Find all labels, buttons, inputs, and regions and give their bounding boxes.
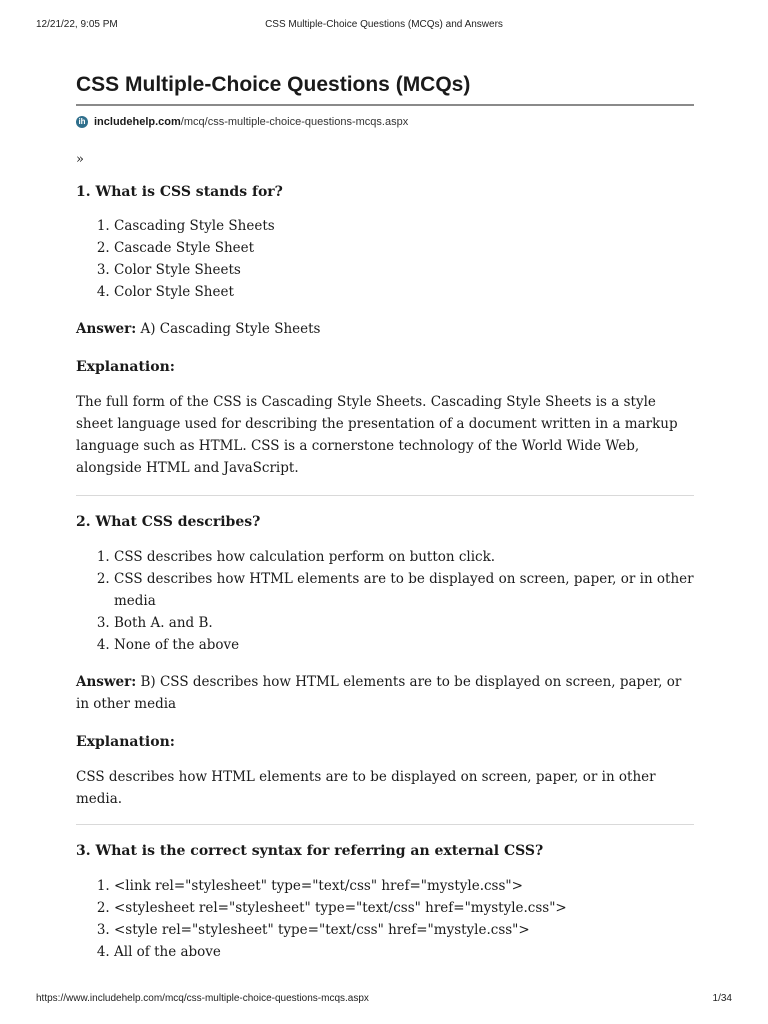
article: [76, 72, 694, 963]
answer-label: Answer:: [76, 321, 137, 337]
divider: [76, 824, 694, 825]
print-url: https://www.includehelp.com/mcq/css-multiple-choice-questions-mcqs.aspx: [36, 993, 369, 1004]
options-list: [76, 215, 694, 303]
question-text: 3. What is the correct syntax for referring an external CSS?: [76, 843, 544, 859]
page-number: 1/34: [712, 993, 732, 1004]
source-path[interactable]: /mcq/css-multiple-choice-questions-mcqs.aspx: [180, 116, 409, 128]
option-item: 1. Cascading Style Sheets: [114, 215, 694, 237]
option-item: 2. <stylesheet rel="stylesheet" type="text/css" href="mystyle.css">: [114, 897, 694, 919]
explanation-title: Explanation:: [76, 734, 175, 750]
answer-label: Answer:: [76, 674, 137, 690]
print-header: [36, 19, 732, 33]
answer-value: B) CSS describes how HTML elements are to be displayed on screen, paper, or in other media: [76, 674, 682, 712]
option-item: 2. CSS describes how HTML elements are to be displayed on screen, paper, or in other media: [114, 568, 694, 612]
question-2: [76, 512, 694, 810]
divider: [76, 495, 694, 496]
option-item: 1. <link rel="stylesheet" type="text/css" href="mystyle.css">: [114, 875, 694, 897]
question-3: [76, 841, 694, 963]
question-1: [76, 182, 694, 479]
answer: [76, 671, 694, 715]
explanation-text: CSS describes how HTML elements are to be displayed on screen, paper, or in other media.: [76, 769, 656, 807]
options-list: [76, 546, 694, 656]
option-item: 1. CSS describes how calculation perform on button click.: [114, 546, 694, 568]
option-item: 3. Both A. and B.: [114, 612, 694, 634]
question-text: 2. What CSS describes?: [76, 514, 261, 530]
print-footer: [36, 993, 732, 1007]
option-item: 4. Color Style Sheet: [114, 281, 694, 303]
question-text: 1. What is CSS stands for?: [76, 184, 283, 200]
includehelp-logo-icon: ih: [76, 116, 88, 128]
option-item: 2. Cascade Style Sheet: [114, 237, 694, 259]
option-item: 4. All of the above: [114, 941, 694, 963]
option-item: 3. <style rel="stylesheet" type="text/css" href="mystyle.css">: [114, 919, 694, 941]
explanation-title: Explanation:: [76, 359, 175, 375]
option-item: 3. Color Style Sheets: [114, 259, 694, 281]
source-domain[interactable]: includehelp.com: [94, 116, 181, 128]
option-item: 4. None of the above: [114, 634, 694, 656]
answer-value: A) Cascading Style Sheets: [140, 321, 321, 337]
options-list: [76, 875, 694, 963]
answer: [76, 318, 694, 340]
page-title: CSS Multiple-Choice Questions (MCQs): [76, 72, 694, 106]
print-title: CSS Multiple-Choice Questions (MCQs) and Answers: [265, 19, 503, 30]
source-line: [76, 114, 694, 130]
explanation-text: The full form of the CSS is Cascading Style Sheets. Cascading Style Sheets is a style sheet language used for describing the presentation of a document written in a markup language such as HTML. CSS is a cornerstone technology of the World Wide Web, alongside HTML and JavaScript.: [76, 394, 678, 476]
breadcrumb-mark: »: [76, 152, 84, 167]
print-timestamp: 12/21/22, 9:05 PM: [36, 19, 118, 30]
